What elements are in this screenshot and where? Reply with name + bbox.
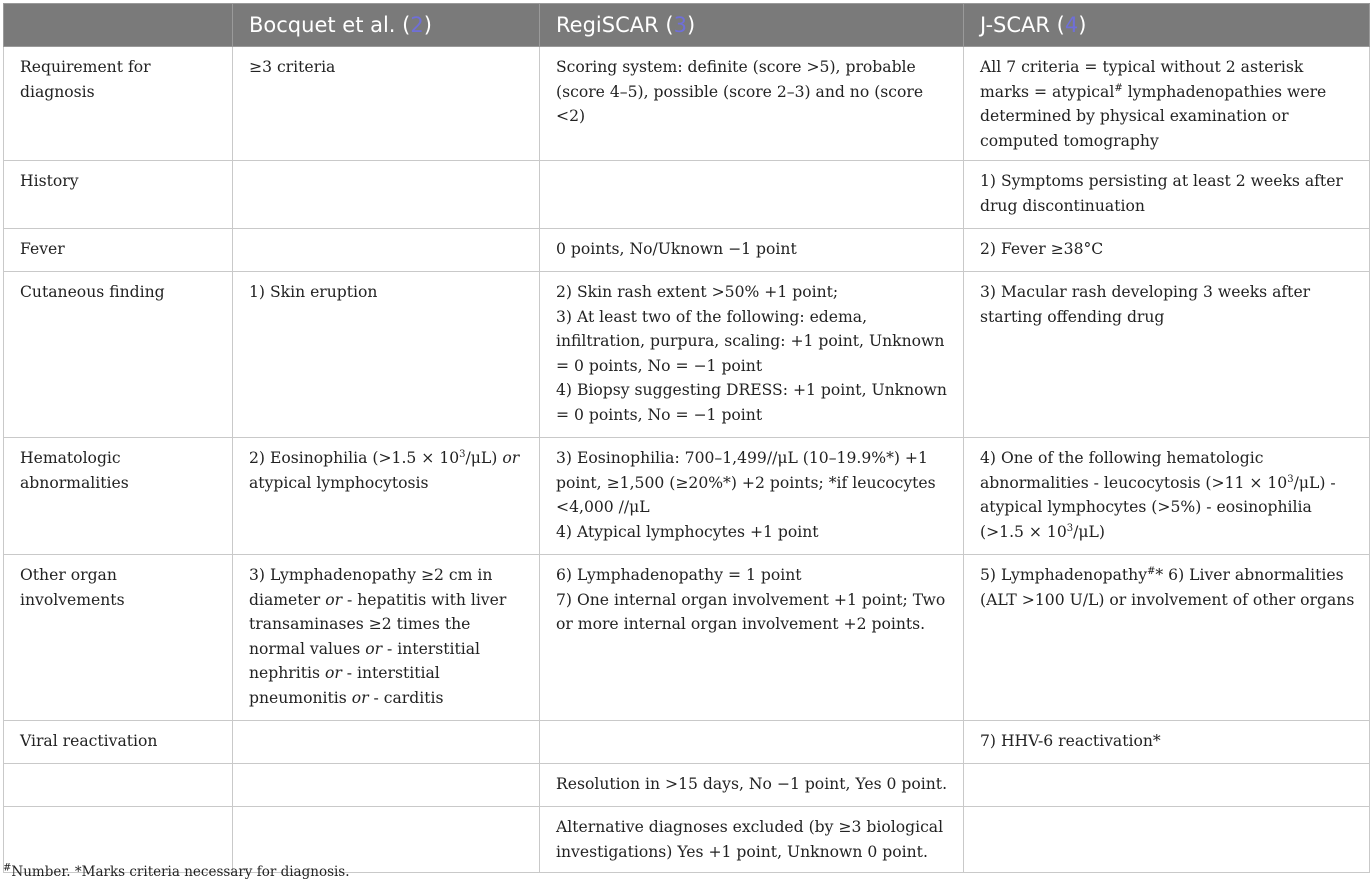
- cell-regiscar-history: [540, 161, 964, 229]
- superscript: 3: [1287, 473, 1294, 485]
- header-jscar: [964, 4, 1370, 47]
- label-line-2: involvements: [20, 590, 125, 609]
- bocquet-organ-d: - interstitial pneumonitis: [249, 664, 440, 707]
- ref-link-4[interactable]: 4: [1064, 12, 1079, 37]
- row-fever: [4, 229, 1370, 272]
- row-label-history: History: [4, 161, 233, 229]
- row-label-requirement: [4, 47, 233, 161]
- row-alternative: [4, 807, 1370, 873]
- row-history: [4, 161, 1370, 229]
- cell-regiscar-cutaneous: [540, 272, 964, 438]
- label-line-1: Hematologic: [20, 449, 121, 467]
- header-row: [4, 4, 1370, 47]
- jscar-organ-a: 5) Lymphadenopathy: [980, 566, 1148, 584]
- cell-bocquet-viral: [233, 721, 540, 764]
- or-italic: or: [502, 449, 520, 467]
- regiscar-organ-1: 6) Lymphadenopathy = 1 point: [556, 566, 802, 584]
- cell-bocquet-cutaneous: 1) Skin eruption: [233, 272, 540, 438]
- regiscar-cutaneous-1: 2) Skin rash extent >50% +1 point;: [556, 283, 839, 301]
- row-label-alternative: [4, 807, 233, 873]
- header-regiscar-close: ): [686, 12, 696, 37]
- header-bocquet: [233, 4, 540, 47]
- label-line-2: diagnosis: [20, 82, 95, 101]
- cell-jscar-requirement: [964, 47, 1370, 161]
- row-hematologic: [4, 438, 1370, 555]
- or-italic: or: [351, 688, 369, 707]
- cell-jscar-hematologic: [964, 438, 1370, 555]
- regiscar-organ-2: 7) One internal organ involvement +1 point; Two or more internal organ involvement +2 points.: [556, 590, 946, 633]
- cell-bocquet-hematologic: [233, 438, 540, 555]
- row-label-resolution: [4, 764, 233, 807]
- regiscar-hem-1: 3) Eosinophilia: 700–1,499//μL (10–19.9%*) +1 point, ≥1,500 (≥20%*) +2 points; *if leucocytes <4,000 //μL: [556, 449, 936, 516]
- row-label-cutaneous: Cutaneous finding: [4, 272, 233, 438]
- regiscar-cutaneous-3: 4) Biopsy suggesting DRESS: +1 point, Unknown = 0 points, No = −1 point: [556, 381, 947, 424]
- cell-jscar-viral: 7) HHV-6 reactivation*: [964, 721, 1370, 764]
- cell-regiscar-requirement: Scoring system: definite (score >5), probable (score 4–5), possible (score 2–3) and no (score <2): [540, 47, 964, 161]
- cell-jscar-organ: [964, 555, 1370, 721]
- jscar-hem-c: /μL): [1073, 522, 1105, 541]
- header-regiscar-name: RegiSCAR (: [556, 12, 674, 37]
- bocquet-hem-c: atypical lymphocytosis: [249, 473, 429, 492]
- header-jscar-close: ): [1078, 12, 1087, 37]
- row-label-organ: [4, 555, 233, 721]
- cell-bocquet-resolution: [233, 764, 540, 807]
- cell-jscar-alternative: [964, 807, 1370, 873]
- label-line-1: Other organ: [20, 566, 117, 584]
- cell-bocquet-fever: [233, 229, 540, 272]
- bocquet-organ-b: - hepatitis with liver transaminases ≥2 times the normal values: [249, 590, 507, 658]
- row-requirement: [4, 47, 1370, 161]
- table-footnote: [3, 864, 350, 880]
- cell-regiscar-hematologic: [540, 438, 964, 555]
- jscar-requirement-a: All 7 criteria = typical without 2 asterisk marks = atypical: [980, 58, 1304, 101]
- jscar-hem-a: 4) One of the following hematologic abnormalities - leucocytosis (>11 × 10: [980, 449, 1288, 492]
- row-label-fever: Fever: [4, 229, 233, 272]
- bocquet-organ-c: - interstitial nephritis: [249, 639, 481, 682]
- header-empty: [4, 4, 233, 47]
- header-bocquet-name: Bocquet et al. (: [249, 12, 411, 37]
- row-label-viral: Viral reactivation: [4, 721, 233, 764]
- superscript: 3: [459, 448, 466, 460]
- cell-bocquet-history: [233, 161, 540, 229]
- bocquet-hem-b: /μL): [465, 449, 503, 467]
- or-italic: or: [365, 639, 383, 658]
- cell-jscar-resolution: [964, 764, 1370, 807]
- regiscar-hem-2: 4) Atypical lymphocytes +1 point: [556, 522, 819, 541]
- row-viral: [4, 721, 1370, 764]
- header-jscar-name: J-SCAR (: [980, 12, 1065, 37]
- superscript: 3: [1066, 522, 1074, 534]
- label-line-1: Requirement for: [20, 58, 151, 76]
- label-line-2: abnormalities: [20, 473, 129, 492]
- bocquet-organ-a: 3) Lymphadenopathy ≥2 cm in diameter: [249, 566, 493, 609]
- jscar-organ-b: * 6) Liver abnormalities (ALT >100 U/L) or involvement of other organs: [980, 566, 1355, 609]
- cell-regiscar-organ: [540, 555, 964, 721]
- footnote-text: Number. *Marks criteria necessary for diagnosis.: [11, 864, 350, 880]
- cell-jscar-history: 1) Symptoms persisting at least 2 weeks after drug discontinuation: [964, 161, 1370, 229]
- or-italic: or: [324, 664, 342, 682]
- jscar-requirement-b: lymphadenopathies were determined by physical examination or computed tomography: [980, 82, 1327, 150]
- ref-link-2[interactable]: 2: [410, 12, 424, 37]
- or-italic: or: [325, 590, 343, 609]
- hash-marker: #: [3, 862, 12, 874]
- cell-jscar-cutaneous: 3) Macular rash developing 3 weeks after starting offending drug: [964, 272, 1370, 438]
- bocquet-organ-e: - carditis: [368, 688, 444, 707]
- cell-bocquet-alternative: [233, 807, 540, 873]
- criteria-table: [3, 3, 1370, 873]
- hash-marker: #: [1114, 82, 1123, 94]
- row-organ: [4, 555, 1370, 721]
- bocquet-hem-a: 2) Eosinophilia (>1.5 × 10: [249, 449, 460, 467]
- cell-jscar-fever: 2) Fever ≥38°C: [964, 229, 1370, 272]
- hash-marker: #: [1147, 565, 1156, 577]
- regiscar-cutaneous-2: 3) At least two of the following: edema, infiltration, purpura, scaling: +1 point, Unknown = 0 points, No = −1 point: [556, 307, 945, 375]
- cell-regiscar-viral: [540, 721, 964, 764]
- header-bocquet-close: ): [423, 12, 432, 37]
- header-regiscar: [540, 4, 964, 47]
- cell-regiscar-fever: 0 points, No/Uknown −1 point: [540, 229, 964, 272]
- row-cutaneous: [4, 272, 1370, 438]
- row-resolution: [4, 764, 1370, 807]
- cell-bocquet-organ: [233, 555, 540, 721]
- row-label-hematologic: [4, 438, 233, 555]
- cell-regiscar-alternative: Alternative diagnoses excluded (by ≥3 biological investigations) Yes +1 point, Unknown 0 point.: [540, 807, 964, 873]
- ref-link-3[interactable]: 3: [673, 12, 687, 37]
- cell-bocquet-requirement: ≥3 criteria: [233, 47, 540, 161]
- cell-regiscar-resolution: Resolution in >15 days, No −1 point, Yes 0 point.: [540, 764, 964, 807]
- jscar-hem-b: /μL) - atypical lymphocytes (>5%) - eosinophilia (>1.5 × 10: [980, 473, 1336, 541]
